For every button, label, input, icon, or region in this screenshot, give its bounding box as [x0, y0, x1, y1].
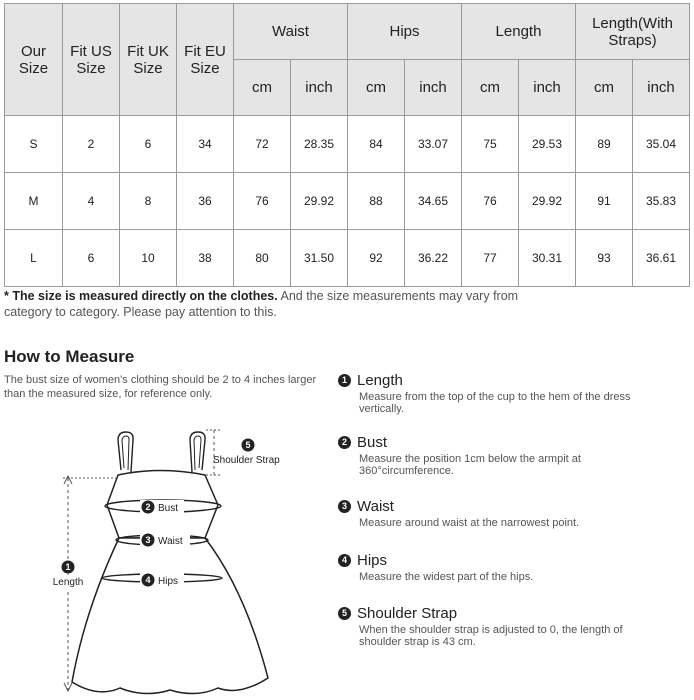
- table-cell: 34: [177, 116, 234, 173]
- dress-skirt: [72, 538, 268, 694]
- left-strap: [118, 432, 133, 472]
- table-cell: 28.35: [291, 116, 348, 173]
- table-cell: 34.65: [405, 173, 462, 230]
- svg-text:3: 3: [145, 535, 151, 545]
- svg-text:1: 1: [65, 562, 71, 572]
- header-length: Length: [462, 4, 576, 60]
- svg-text:Length: Length: [52, 577, 84, 588]
- instruction-title-row: [338, 497, 658, 515]
- header-fit-uk-size: Fit UK Size: [120, 4, 177, 116]
- table-cell: 4: [63, 173, 120, 230]
- instruction-description: Measure the position 1cm below the armpit at 360°circumference.: [359, 453, 581, 477]
- instruction-description: Measure from the top of the cup to the hem of the dress vertically.: [359, 391, 631, 415]
- unit-header: cm: [462, 60, 519, 116]
- table-cell: 8: [120, 173, 177, 230]
- instruction-title-row: [338, 604, 658, 622]
- unit-header: inch: [291, 60, 348, 116]
- unit-header: inch: [633, 60, 690, 116]
- svg-text:Shoulder Strap: Shoulder Strap: [213, 455, 280, 466]
- measurement-note: [4, 288, 564, 320]
- left-strap-inner: [122, 436, 129, 470]
- table-cell: 84: [348, 116, 405, 173]
- svg-text:5: 5: [245, 440, 251, 450]
- header-hips: Hips: [348, 4, 462, 60]
- table-cell: 29.92: [519, 173, 576, 230]
- table-cell: 2: [63, 116, 120, 173]
- table-cell: 76: [234, 173, 291, 230]
- table-cell: 77: [462, 230, 519, 287]
- table-cell: 76: [462, 173, 519, 230]
- table-cell: 30.31: [519, 230, 576, 287]
- size-chart-table: [4, 3, 690, 287]
- table-cell: 36.22: [405, 230, 462, 287]
- step-number-badge: 4: [338, 554, 351, 567]
- instruction-item: [338, 433, 658, 477]
- step-number-badge: 1: [338, 374, 351, 387]
- table-row: [5, 116, 690, 173]
- unit-header: cm: [234, 60, 291, 116]
- header-length-with-straps: Length(With Straps): [576, 4, 690, 60]
- instruction-item: [338, 371, 658, 415]
- instruction-title-row: [338, 551, 658, 569]
- table-cell: 29.92: [291, 173, 348, 230]
- instruction-item: [338, 551, 658, 583]
- table-cell: 91: [576, 173, 633, 230]
- table-cell: 31.50: [291, 230, 348, 287]
- step-number-badge: 5: [338, 607, 351, 620]
- table-cell: S: [5, 116, 63, 173]
- table-cell: 38: [177, 230, 234, 287]
- right-strap-inner: [194, 436, 201, 470]
- unit-header: cm: [348, 60, 405, 116]
- table-cell: 88: [348, 173, 405, 230]
- table-cell: 6: [120, 116, 177, 173]
- note-bold: * The size is measured directly on the clothes.: [4, 289, 278, 303]
- table-cell: 35.04: [633, 116, 690, 173]
- bust-label: [140, 500, 184, 514]
- instruction-title: Bust: [357, 433, 388, 451]
- table-cell: 10: [120, 230, 177, 287]
- header-fit-eu-size: Fit EU Size: [177, 4, 234, 116]
- instruction-title: Shoulder Strap: [357, 604, 458, 622]
- table-cell: 35.83: [633, 173, 690, 230]
- unit-header: cm: [576, 60, 633, 116]
- step-number-badge: 3: [338, 500, 351, 513]
- table-cell: 29.53: [519, 116, 576, 173]
- table-cell: M: [5, 173, 63, 230]
- table-cell: 80: [234, 230, 291, 287]
- strap-label: [213, 439, 280, 467]
- instruction-item: [338, 604, 658, 648]
- instruction-title-row: [338, 433, 658, 451]
- how-to-measure-intro: The bust size of women's clothing should be 2 to 4 inches larger than the measured size, for reference only.: [4, 374, 317, 400]
- header-waist: Waist: [234, 4, 348, 60]
- step-number-badge: 2: [338, 436, 351, 449]
- header-our-size: Our Size: [5, 4, 63, 116]
- table-cell: 36: [177, 173, 234, 230]
- unit-header: inch: [405, 60, 462, 116]
- instruction-title: Length: [357, 371, 403, 389]
- table-cell: 33.07: [405, 116, 462, 173]
- waist-label: [140, 533, 190, 547]
- how-to-measure-title: How to Measure: [4, 347, 135, 366]
- dress-diagram: [0, 400, 330, 700]
- header-fit-us-size: Fit US Size: [63, 4, 120, 116]
- table-row: [5, 173, 690, 230]
- instruction-title-row: [338, 371, 658, 389]
- table-cell: 75: [462, 116, 519, 173]
- instruction-description: Measure the widest part of the hips.: [359, 571, 534, 583]
- instruction-title: Hips: [357, 551, 388, 569]
- table-cell: 6: [63, 230, 120, 287]
- svg-text:Bust: Bust: [158, 503, 179, 514]
- instruction-description: When the shoulder strap is adjusted to 0, the length of shoulder strap is 43 cm.: [359, 624, 623, 648]
- table-cell: 36.61: [633, 230, 690, 287]
- unit-header: inch: [519, 60, 576, 116]
- table-cell: 92: [348, 230, 405, 287]
- svg-text:2: 2: [145, 502, 151, 512]
- table-cell: 89: [576, 116, 633, 173]
- instruction-item: [338, 497, 658, 529]
- hips-label: [140, 573, 184, 587]
- table-cell: 72: [234, 116, 291, 173]
- instruction-title: Waist: [357, 497, 394, 515]
- note-rest: And the size measurements may vary from category to category. Please pay attention to this.: [4, 289, 519, 319]
- table-row: [5, 230, 690, 287]
- svg-text:Waist: Waist: [158, 536, 183, 547]
- table-cell: L: [5, 230, 63, 287]
- table-cell: 93: [576, 230, 633, 287]
- svg-text:4: 4: [145, 575, 151, 585]
- svg-text:Hips: Hips: [158, 576, 179, 587]
- right-strap: [190, 432, 205, 472]
- instruction-description: Measure around waist at the narrowest point.: [359, 517, 580, 529]
